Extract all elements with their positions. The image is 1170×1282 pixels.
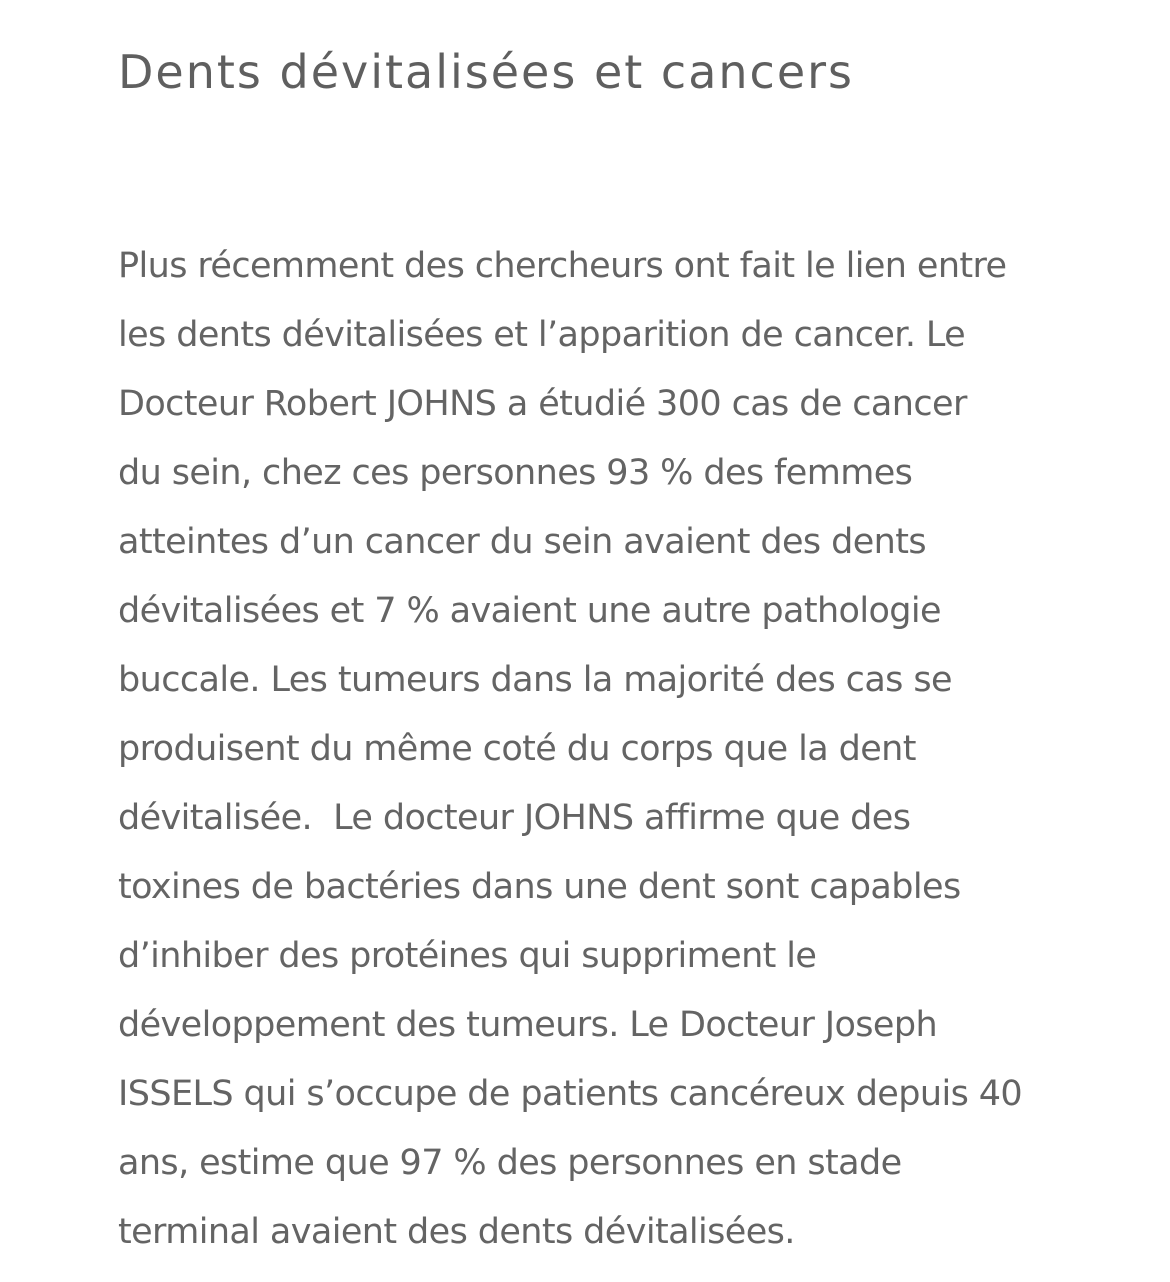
body-line: dévitalisées et 7 % avaient une autre pathologie <box>118 591 941 631</box>
body-line: les dents dévitalisées et l’apparition de cancer. Le <box>118 315 966 355</box>
body-line: d’inhiber des protéines qui suppriment le <box>118 936 817 976</box>
body-line: développement des tumeurs. Le Docteur Joseph <box>118 1005 938 1045</box>
body-line: Plus récemment des chercheurs ont fait le lien entre <box>118 246 1007 286</box>
body-line: ans, estime que 97 % des personnes en stade <box>118 1143 902 1183</box>
body-line: terminal avaient des dents dévitalisées. <box>118 1212 795 1252</box>
body-line: dévitalisée. Le docteur JOHNS affirme que des <box>118 798 911 838</box>
body-line: du sein, chez ces personnes 93 % des femmes <box>118 453 913 493</box>
body-line: Docteur Robert JOHNS a étudié 300 cas de cancer <box>118 384 967 424</box>
article-body <box>118 232 1128 1267</box>
body-line: produisent du même coté du corps que la dent <box>118 729 916 769</box>
article-title: Dents dévitalisées et cancers <box>118 45 855 99</box>
body-line: ISSELS qui s’occupe de patients cancéreux depuis 40 <box>118 1074 1023 1114</box>
body-line: buccale. Les tumeurs dans la majorité des cas se <box>118 660 952 700</box>
body-line: toxines de bactéries dans une dent sont capables <box>118 867 961 907</box>
body-line: atteintes d’un cancer du sein avaient des dents <box>118 522 926 562</box>
